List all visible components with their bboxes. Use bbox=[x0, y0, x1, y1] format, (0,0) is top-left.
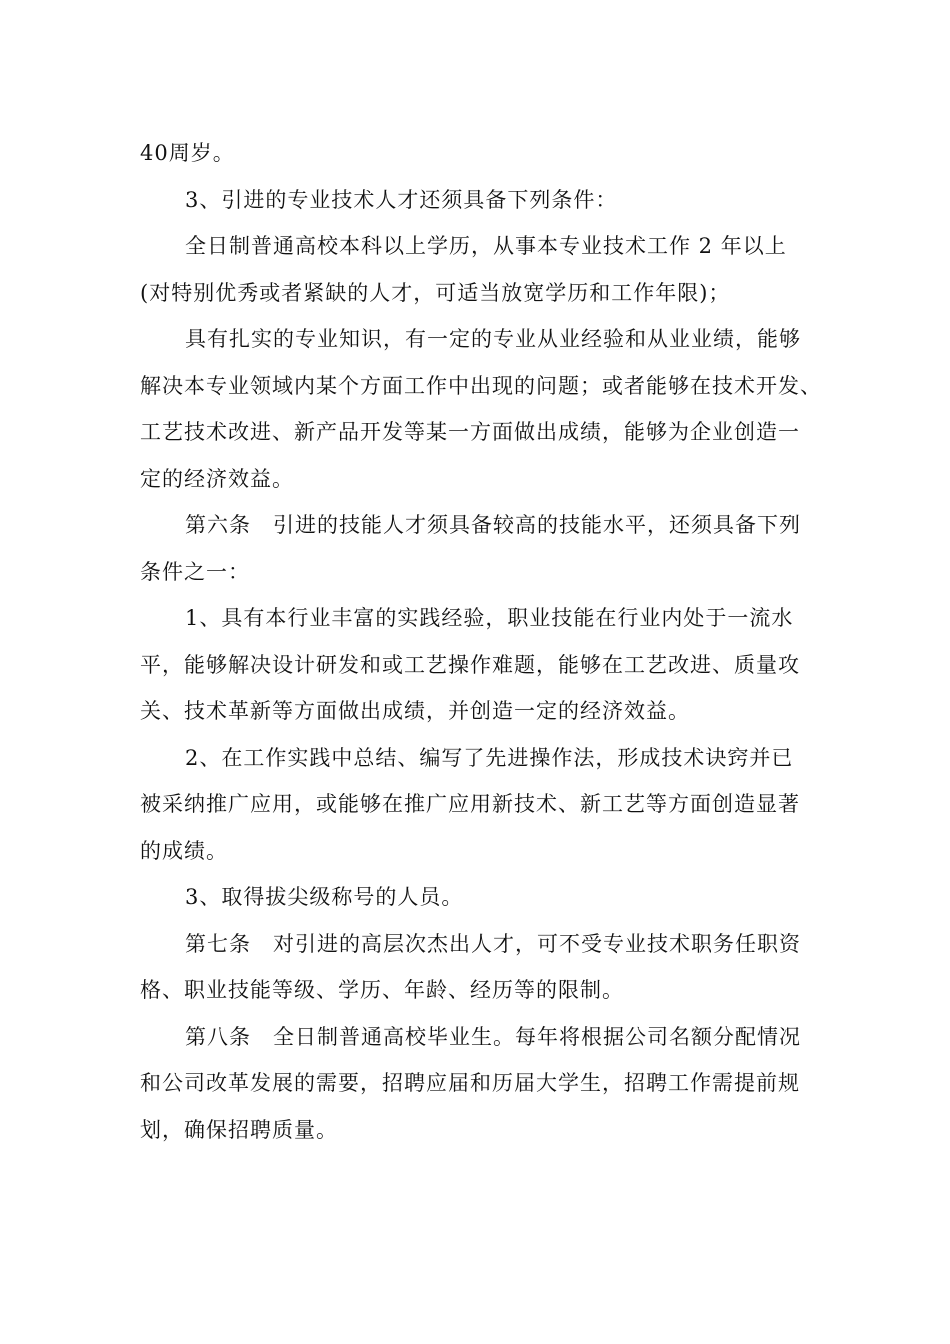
text-line: (对特别优秀或者紧缺的人才，可适当放宽学历和工作年限)； bbox=[140, 280, 731, 305]
text-line: 第六条 引进的技能人才须具备较高的技能水平，还须具备下列 bbox=[185, 513, 801, 537]
text-line: 工艺技术改进、新产品开发等某一方面做出成绩，能够为企业创造一 bbox=[140, 420, 800, 444]
text-line: 1、具有本行业丰富的实践经验，职业技能在行业内处于一流水 bbox=[185, 606, 794, 630]
text-line: 定的经济效益。 bbox=[140, 466, 294, 491]
text-line: 全日制普通高校本科以上学历，从事本专业技术工作 2 年以上 bbox=[185, 234, 787, 258]
text-line: 平，能够解决设计研发和或工艺操作难题，能够在工艺改进、质量攻 bbox=[140, 652, 800, 677]
document-body bbox=[140, 130, 820, 1153]
text-line: 被采纳推广应用，或能够在推广应用新技术、新工艺等方面创造显著 bbox=[140, 792, 800, 816]
text-line: 的成绩。 bbox=[140, 838, 228, 863]
text-line: 具有扎实的专业知识，有一定的专业从业经验和从业业绩，能够 bbox=[185, 327, 801, 351]
text-line: 3、引进的专业技术人才还须具备下列条件： bbox=[185, 187, 618, 212]
text-line: 第八条 全日制普通高校毕业生。每年将根据公司名额分配情况 bbox=[185, 1024, 801, 1049]
text-line: 格、职业技能等级、学历、年龄、经历等的限制。 bbox=[140, 978, 624, 1002]
text-line: 40周岁。 bbox=[140, 141, 235, 165]
text-line: 2、在工作实践中总结、编写了先进操作法，形成技术诀窍并已 bbox=[185, 745, 794, 770]
text-line: 条件之一： bbox=[140, 559, 250, 584]
text-line: 第七条 对引进的高层次杰出人才，可不受专业技术职务任职资 bbox=[185, 931, 801, 956]
text-line: 划，确保招聘质量。 bbox=[140, 1117, 338, 1142]
text-line: 3、取得拔尖级称号的人员。 bbox=[185, 885, 464, 909]
text-line: 和公司改革发展的需要，招聘应届和历届大学生，招聘工作需提前规 bbox=[140, 1071, 800, 1095]
text-line: 关、技术革新等方面做出成绩，并创造一定的经济效益。 bbox=[140, 699, 690, 723]
text-line: 解决本专业领域内某个方面工作中出现的问题；或者能够在技术开发、 bbox=[140, 373, 822, 398]
